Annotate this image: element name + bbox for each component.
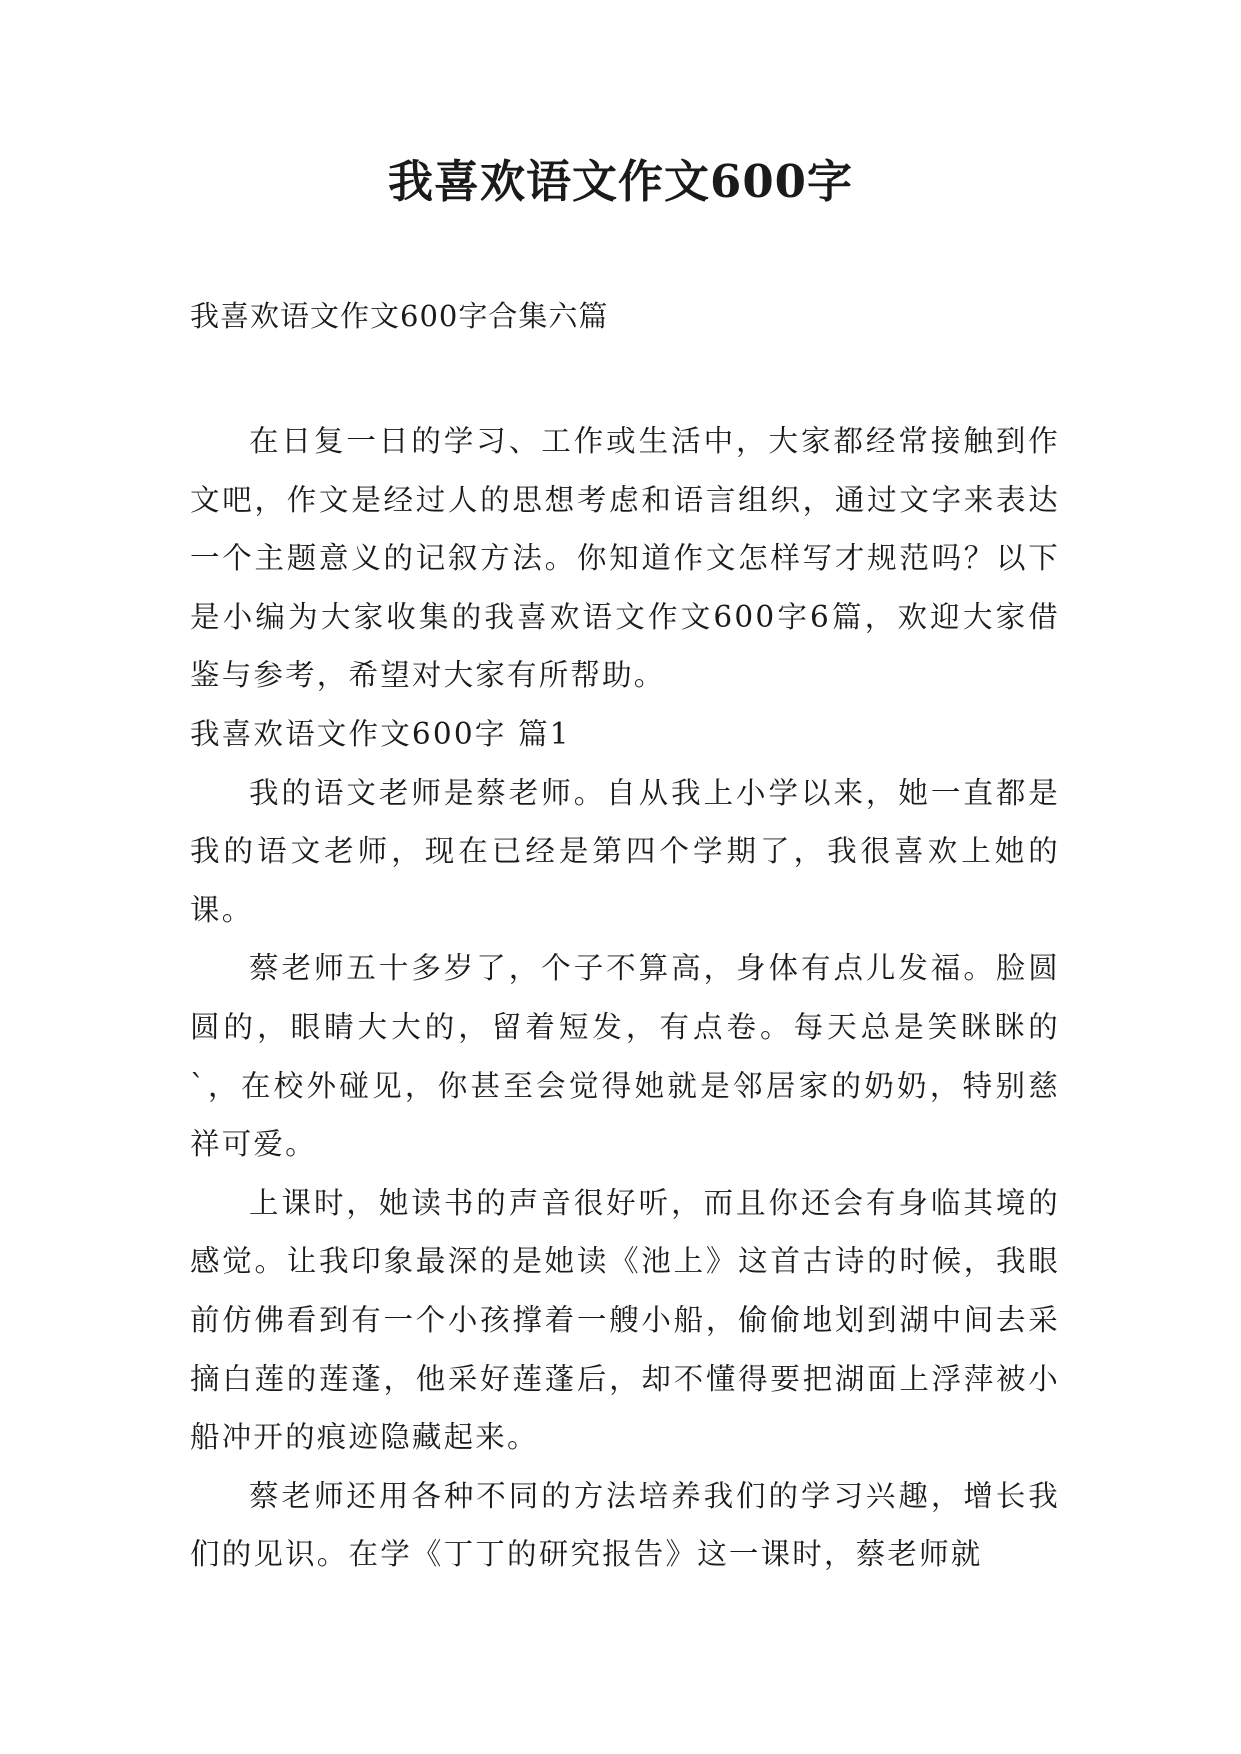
body-paragraph: 我的语文老师是蔡老师。自从我上小学以来，她一直都是我的语文老师，现在已经是第四个学期了，我很喜欢上她的课。 [190,775,1060,927]
body-paragraph: 上课时，她读书的声音很好听，而且你还会有身临其境的感觉。让我印象最深的是她读《池上》这首古诗的时候，我眼前仿佛看到有一个小孩撑着一艘小船，偷偷地划到湖中间去采摘白莲的莲蓬，他采好莲蓬后，却不懂得要把湖面上浮萍被小船冲开的痕迹隐藏起来。 [190,1185,1060,1455]
body-paragraph: 蔡老师还用各种不同的方法培养我们的学习兴趣，增长我们的见识。在学《丁丁的研究报告》这一课时，蔡老师就 [190,1478,1060,1572]
document-subtitle: 我喜欢语文作文600字合集六篇 [190,299,609,333]
document-body [190,412,1060,1584]
intro-paragraph: 在日复一日的学习、工作或生活中，大家都经常接触到作文吧，作文是经过人的思想考虑和语言组织，通过文字来表达一个主题意义的记叙方法。你知道作文怎样写才规范吗？以下是小编为大家收集的我喜欢语文作文600字6篇，欢迎大家借鉴与参考，希望对大家有所帮助。 [190,424,1060,693]
section-heading: 我喜欢语文作文600字 篇1 [190,716,571,751]
page-title: 我喜欢语文作文600字 [388,155,853,208]
body-paragraph: 蔡老师五十多岁了，个子不算高，身体有点儿发福。脸圆圆的，眼睛大大的，留着短发，有点卷。每天总是笑眯眯的`，在校外碰见，你甚至会觉得她就是邻居家的奶奶，特别慈祥可爱。 [190,951,1060,1162]
